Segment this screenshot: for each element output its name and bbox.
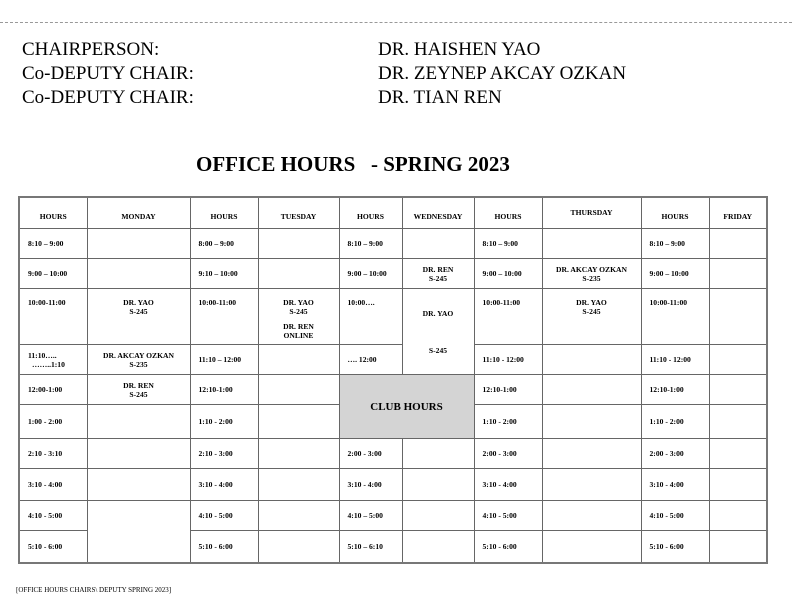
fri-slot (709, 345, 767, 375)
name-deputy-2: DR. TIAN REN (378, 87, 502, 108)
fri-hour-7: 2:00 - 3:00 (641, 439, 709, 469)
tue-hour-3: 10:00-11:00 (190, 289, 258, 345)
thu-hour-2: 9:00 – 10:00 (474, 259, 542, 289)
thu-hour-5: 12:10-1:00 (474, 375, 542, 405)
tue-slot (258, 439, 339, 469)
role-deputy-2: Co-DEPUTY CHAIR: (22, 87, 194, 108)
tue-yao-s245: DR. YAO S-245 (283, 298, 314, 316)
thu-slot (542, 531, 641, 563)
tue-hour-4: 11:10 – 12:00 (190, 345, 258, 375)
mon-akcay-s235: DR. AKCAY OZKAN S-235 (87, 345, 190, 375)
page-title: OFFICE HOURS - SPRING 2023 (196, 152, 510, 176)
wed-slot (402, 439, 474, 469)
office-hours-table (18, 196, 768, 564)
wed-slot (402, 501, 474, 531)
mon-hour-10: 5:10 - 6:00 (19, 531, 87, 563)
thu-hour-3: 10:00-11:00 (474, 289, 542, 345)
thu-slot (542, 501, 641, 531)
tue-hour-5: 12:10-1:00 (190, 375, 258, 405)
fri-hour-9: 4:10 - 5:00 (641, 501, 709, 531)
col-header-tuesday: TUESDAY (258, 197, 339, 229)
mon-slot (87, 229, 190, 259)
name-chairperson: DR. HAISHEN YAO (378, 39, 541, 60)
mon-slot (87, 405, 190, 439)
top-dashed-rule (0, 22, 792, 23)
col-header-hours-wed: HOURS (339, 197, 402, 229)
tue-hour-7: 2:10 - 3:00 (190, 439, 258, 469)
thu-hour-7: 2:00 - 3:00 (474, 439, 542, 469)
wed-hour-7: 4:10 – 5:00 (339, 501, 402, 531)
wed-yao-block (402, 289, 474, 375)
wed-hour-3: 10:00…. (339, 289, 402, 345)
wed-hour-4: …. 12:00 (339, 345, 402, 375)
mon-hour-4b: ……..1:10 (32, 359, 65, 369)
fri-hour-6: 1:10 - 2:00 (641, 405, 709, 439)
thu-slot (542, 469, 641, 501)
col-header-wednesday: WEDNESDAY (402, 197, 474, 229)
mon-hour-4 (19, 345, 87, 375)
thu-hour-10: 5:10 - 6:00 (474, 531, 542, 563)
wed-hour-6: 3:10 - 4:00 (339, 469, 402, 501)
fri-slot (709, 375, 767, 405)
tue-hour-6: 1:10 - 2:00 (190, 405, 258, 439)
fri-hour-1: 8:10 – 9:00 (641, 229, 709, 259)
fri-slot (709, 259, 767, 289)
mon-slot (87, 469, 190, 501)
mon-hour-5: 12:00-1:00 (19, 375, 87, 405)
fri-slot (709, 405, 767, 439)
thu-hour-4: 11:10 - 12:00 (474, 345, 542, 375)
thu-hour-8: 3:10 - 4:00 (474, 469, 542, 501)
fri-hour-5: 12:10-1:00 (641, 375, 709, 405)
mon-slot (87, 259, 190, 289)
tue-slot (258, 469, 339, 501)
mon-yao-s245: DR. YAO S-245 (87, 289, 190, 345)
tue-slot (258, 229, 339, 259)
thu-hour-9: 4:10 - 5:00 (474, 501, 542, 531)
wed-hour-1: 8:10 – 9:00 (339, 229, 402, 259)
mon-hour-2: 9:00 – 10:00 (19, 259, 87, 289)
fri-slot (709, 469, 767, 501)
thu-slot (542, 345, 641, 375)
thu-hour-6: 1:10 - 2:00 (474, 405, 542, 439)
fri-slot (709, 501, 767, 531)
mon-hour-4a: 11:10….. (28, 350, 57, 360)
name-deputy-1: DR. ZEYNEP AKCAY OZKAN (378, 63, 627, 84)
col-header-hours-fri: HOURS (641, 197, 709, 229)
mon-hour-6: 1:00 - 2:00 (19, 405, 87, 439)
mon-slot (87, 501, 190, 563)
tue-slot (258, 345, 339, 375)
fri-slot (709, 439, 767, 469)
col-header-friday: FRIDAY (709, 197, 767, 229)
tue-hour-9: 4:10 - 5:00 (190, 501, 258, 531)
wed-slot (402, 469, 474, 501)
role-chairperson: CHAIRPERSON: (22, 39, 160, 60)
thu-slot (542, 439, 641, 469)
tue-slot (258, 375, 339, 405)
thu-slot (542, 375, 641, 405)
tue-slot (258, 405, 339, 439)
mon-hour-8: 3:10 - 4:00 (19, 469, 87, 501)
mon-hour-1: 8:10 – 9:00 (19, 229, 87, 259)
tue-hour-10: 5:10 - 6:00 (190, 531, 258, 563)
fri-hour-2: 9:00 – 10:00 (641, 259, 709, 289)
mon-hour-3: 10:00-11:00 (19, 289, 87, 345)
tue-hour-8: 3:10 - 4:00 (190, 469, 258, 501)
fri-hour-8: 3:10 - 4:00 (641, 469, 709, 501)
wed-hour-2: 9:00 – 10:00 (339, 259, 402, 289)
wed-slot (402, 531, 474, 563)
wed-ren-s245: DR. REN S-245 (402, 259, 474, 289)
tue-hour-1: 8:00 – 9:00 (190, 229, 258, 259)
wed-hour-8: 5:10 – 6:10 (339, 531, 402, 563)
club-hours-block: CLUB HOURS (339, 375, 474, 439)
wed-slot (402, 229, 474, 259)
col-header-thursday: THURSDAY (542, 197, 641, 229)
tue-hour-2: 9:10 – 10:00 (190, 259, 258, 289)
tue-slot (258, 531, 339, 563)
wed-hour-5: 2:00 - 3:00 (339, 439, 402, 469)
fri-hour-3: 10:00-11:00 (641, 289, 709, 345)
col-header-hours-mon: HOURS (19, 197, 87, 229)
header-row (19, 197, 767, 229)
fri-slot (709, 289, 767, 345)
tue-yao-ren (258, 289, 339, 345)
tue-slot (258, 259, 339, 289)
col-header-hours-tue: HOURS (190, 197, 258, 229)
mon-hour-9: 4:10 - 5:00 (19, 501, 87, 531)
col-header-hours-thu: HOURS (474, 197, 542, 229)
wed-yao: DR. YAO (422, 308, 454, 318)
mon-hour-7: 2:10 - 3:10 (19, 439, 87, 469)
thu-yao-s245: DR. YAO S-245 (542, 289, 641, 345)
mon-ren-s245: DR. REN S-245 (87, 375, 190, 405)
fri-hour-4: 11:10 - 12:00 (641, 345, 709, 375)
mon-slot (87, 439, 190, 469)
tue-ren-online: DR. REN ONLINE (283, 322, 314, 340)
col-header-monday: MONDAY (87, 197, 190, 229)
fri-hour-10: 5:10 - 6:00 (641, 531, 709, 563)
footer-doc-label: [OFFICE HOURS CHAIRS\ DEPUTY SPRING 2023] (16, 586, 172, 594)
fri-slot (709, 531, 767, 563)
thu-slot (542, 229, 641, 259)
thu-slot (542, 405, 641, 439)
thu-hour-1: 8:10 – 9:00 (474, 229, 542, 259)
wed-room: S-245 (428, 345, 448, 355)
thu-akcay-s235: DR. AKCAY OZKAN S-235 (542, 259, 641, 289)
role-deputy-1: Co-DEPUTY CHAIR: (22, 63, 194, 84)
tue-slot (258, 501, 339, 531)
fri-slot (709, 229, 767, 259)
